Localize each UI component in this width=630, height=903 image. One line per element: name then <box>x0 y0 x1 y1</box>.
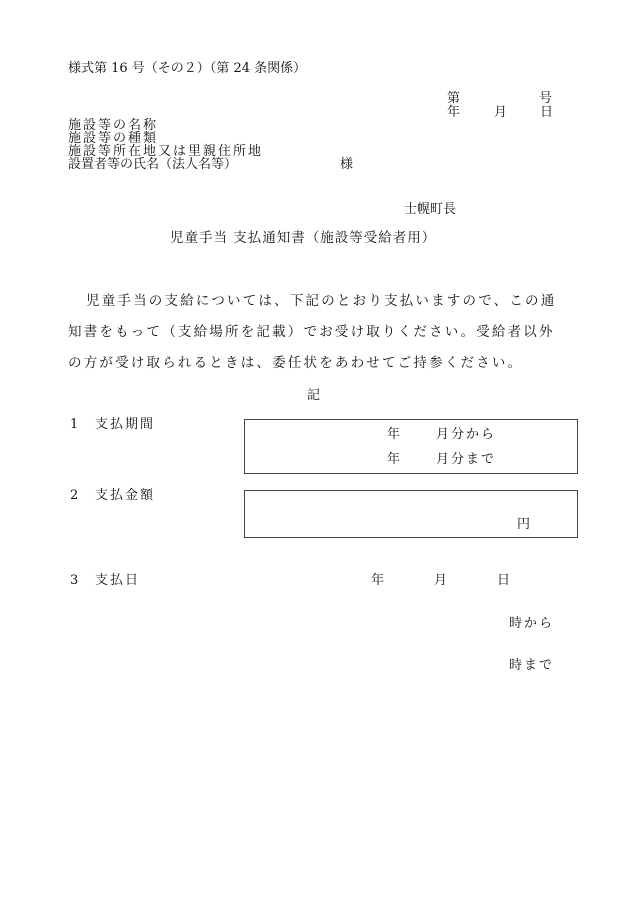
item2-number: 2 <box>70 488 79 503</box>
facility-type-label: 施設等の種類 <box>68 131 159 146</box>
amount-unit: 円 <box>517 517 531 532</box>
form-number: 様式第 16 号（その２）（第 24 条関係） <box>68 61 307 76</box>
period-to-month: 月分まで <box>436 452 497 467</box>
pay-time-from: 時から <box>509 616 555 631</box>
amount-box <box>244 490 578 538</box>
founder-name-label: 設置者等の氏名（法人名等） <box>68 157 238 172</box>
facility-name-label: 施設等の名称 <box>68 118 159 133</box>
period-to-year: 年 <box>387 452 401 467</box>
body-text: 児童手当の支給については、下記のとおり支払いますので、この通知書をもって（支給場所を記載）でお受け取りください。受給者以外の方が受け取られるときは、委任状をあわせてご持参ください。 <box>68 293 557 371</box>
item1-label: 支払期間 <box>95 417 156 432</box>
pay-time-to: 時まで <box>509 658 555 673</box>
date-day: 日 <box>540 105 554 120</box>
pay-date-day: 日 <box>497 573 511 588</box>
item3-number: 3 <box>70 573 79 588</box>
pay-date-month: 月 <box>434 573 448 588</box>
item3-label: 支払日 <box>95 573 141 588</box>
date-year: 年 <box>447 105 461 120</box>
item1-number: 1 <box>70 417 79 432</box>
number-prefix: 第 <box>447 91 461 106</box>
number-suffix: 号 <box>539 91 553 106</box>
period-from-year: 年 <box>387 427 401 442</box>
document-title: 児童手当 支払通知書（施設等受給者用） <box>170 230 437 246</box>
period-from-month: 月分から <box>436 427 497 442</box>
pay-date-year: 年 <box>371 573 385 588</box>
item2-label: 支払金額 <box>95 488 156 503</box>
facility-address-label: 施設等所在地又は里親住所地 <box>68 144 264 159</box>
issuer: 士幌町長 <box>404 202 457 217</box>
honorific-sama: 様 <box>340 157 354 172</box>
date-month: 月 <box>494 105 508 120</box>
ki-heading: 記 <box>307 388 321 403</box>
period-box <box>244 419 578 474</box>
